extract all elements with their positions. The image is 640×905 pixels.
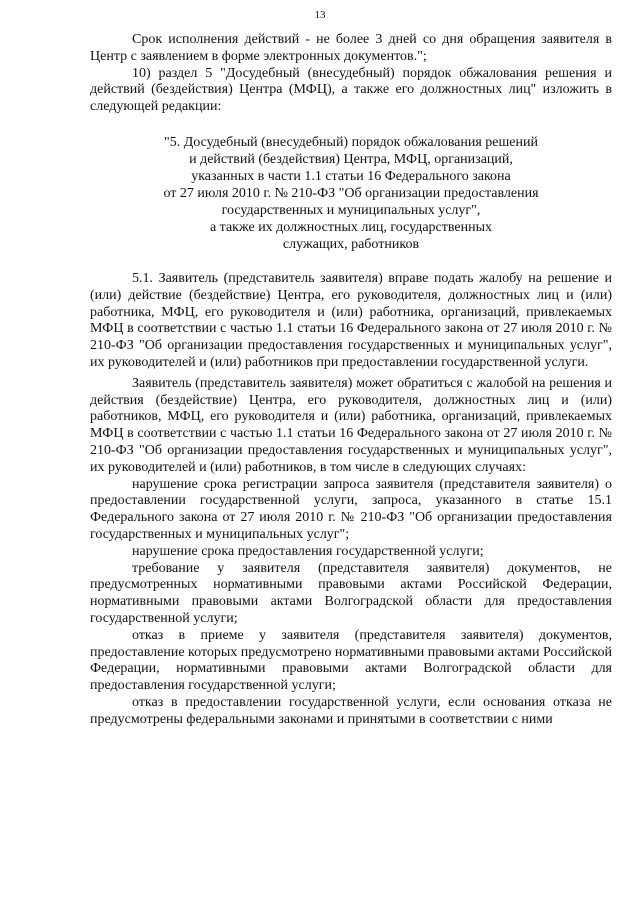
page-number: 13: [314, 9, 326, 21]
paragraph-complaint-cases: Заявитель (представитель заявителя) может обратиться с жалобой на решения и действия (бездействие) Центра, его руководителя, должностных лиц и (или) работников, МФЦ, его руководителя и (или) работника, организаций, привлекаемых МФЦ в соответствии с частью 1.1 статьи 16 Федерального закона от 27 июля 2010 г. № 210-ФЗ "Об организации предоставления государственных и муниципальных услуг", их руководителей и (или) работников, в том числе в следующих случаях:: [90, 375, 612, 475]
section-heading-line: от 27 июля 2010 г. № 210-ФЗ "Об организации предоставления: [163, 185, 539, 201]
section-heading-line: и действий (бездействия) Центра, МФЦ, организаций,: [189, 151, 513, 167]
list-item-document-refusal: отказ в приеме у заявителя (представителя заявителя) документов, предоставление которых предусмотрено нормативными правовыми актами Российской Федерации, нормативными правовыми актами Волгоградской области для предоставления государственной услуги;: [90, 627, 612, 694]
list-item-extra-documents: требование у заявителя (представителя заявителя) документов, не предусмотренных нормативными правовыми актами Российской Федерации, нормативными правовыми актами Волгоградской области для предоставления государственной услуги;: [90, 560, 612, 626]
section-heading: [90, 134, 612, 253]
list-item-registration-violation: нарушение срока регистрации запроса заявителя (представителя заявителя) о предоставлении государственной услуги, запроса, указанного в статье 15.1 Федерального закона от 27 июля 2010 г. № 210-ФЗ "Об организации предоставления государственных и муниципальных услуг";: [90, 476, 612, 542]
document-body: [90, 32, 612, 729]
section-heading-line: государственных и муниципальных услуг",: [221, 202, 481, 218]
paragraph-deadline: Срок исполнения действий - не более 3 дней со дня обращения заявителя в Центр с заявлением в форме электронных документов.";: [90, 32, 612, 64]
paragraph-item-10: 10) раздел 5 "Досудебный (внесудебный) порядок обжалования решения и действий (бездействия) Центра (МФЦ), а также его должностных лиц" изложить в следующей редакции:: [90, 65, 612, 115]
list-item-service-refusal: отказ в предоставлении государственной услуги, если основания отказа не предусмотрены федеральными законами и принятыми в соответствии с ними: [90, 694, 612, 727]
list-item-deadline-violation: нарушение срока предоставления государственной услуги;: [132, 543, 484, 559]
section-heading-line: служащих, работников: [282, 236, 420, 252]
section-heading-line: а также их должностных лиц, государственных: [209, 219, 493, 235]
section-heading-line: указанных в части 1.1 статьи 16 Федерального закона: [191, 168, 511, 184]
section-heading-line: "5. Досудебный (внесудебный) порядок обжалования решений: [164, 134, 538, 150]
paragraph-5-1: 5.1. Заявитель (представитель заявителя) вправе подать жалобу на решение и (или) действие (бездействие) Центра, его руководителя, должностных лиц и (или) работника, МФЦ, его руководителя и (или) работника, организаций, привлекаемых МФЦ в соответствии с частью 1.1 статьи 16 Федерального закона от 27 июля 2010 г. № 210-ФЗ "Об организации предоставления государственных и муниципальных услуг", их руководителей и (или) работников при предоставлении государственной услуги.: [90, 270, 612, 370]
